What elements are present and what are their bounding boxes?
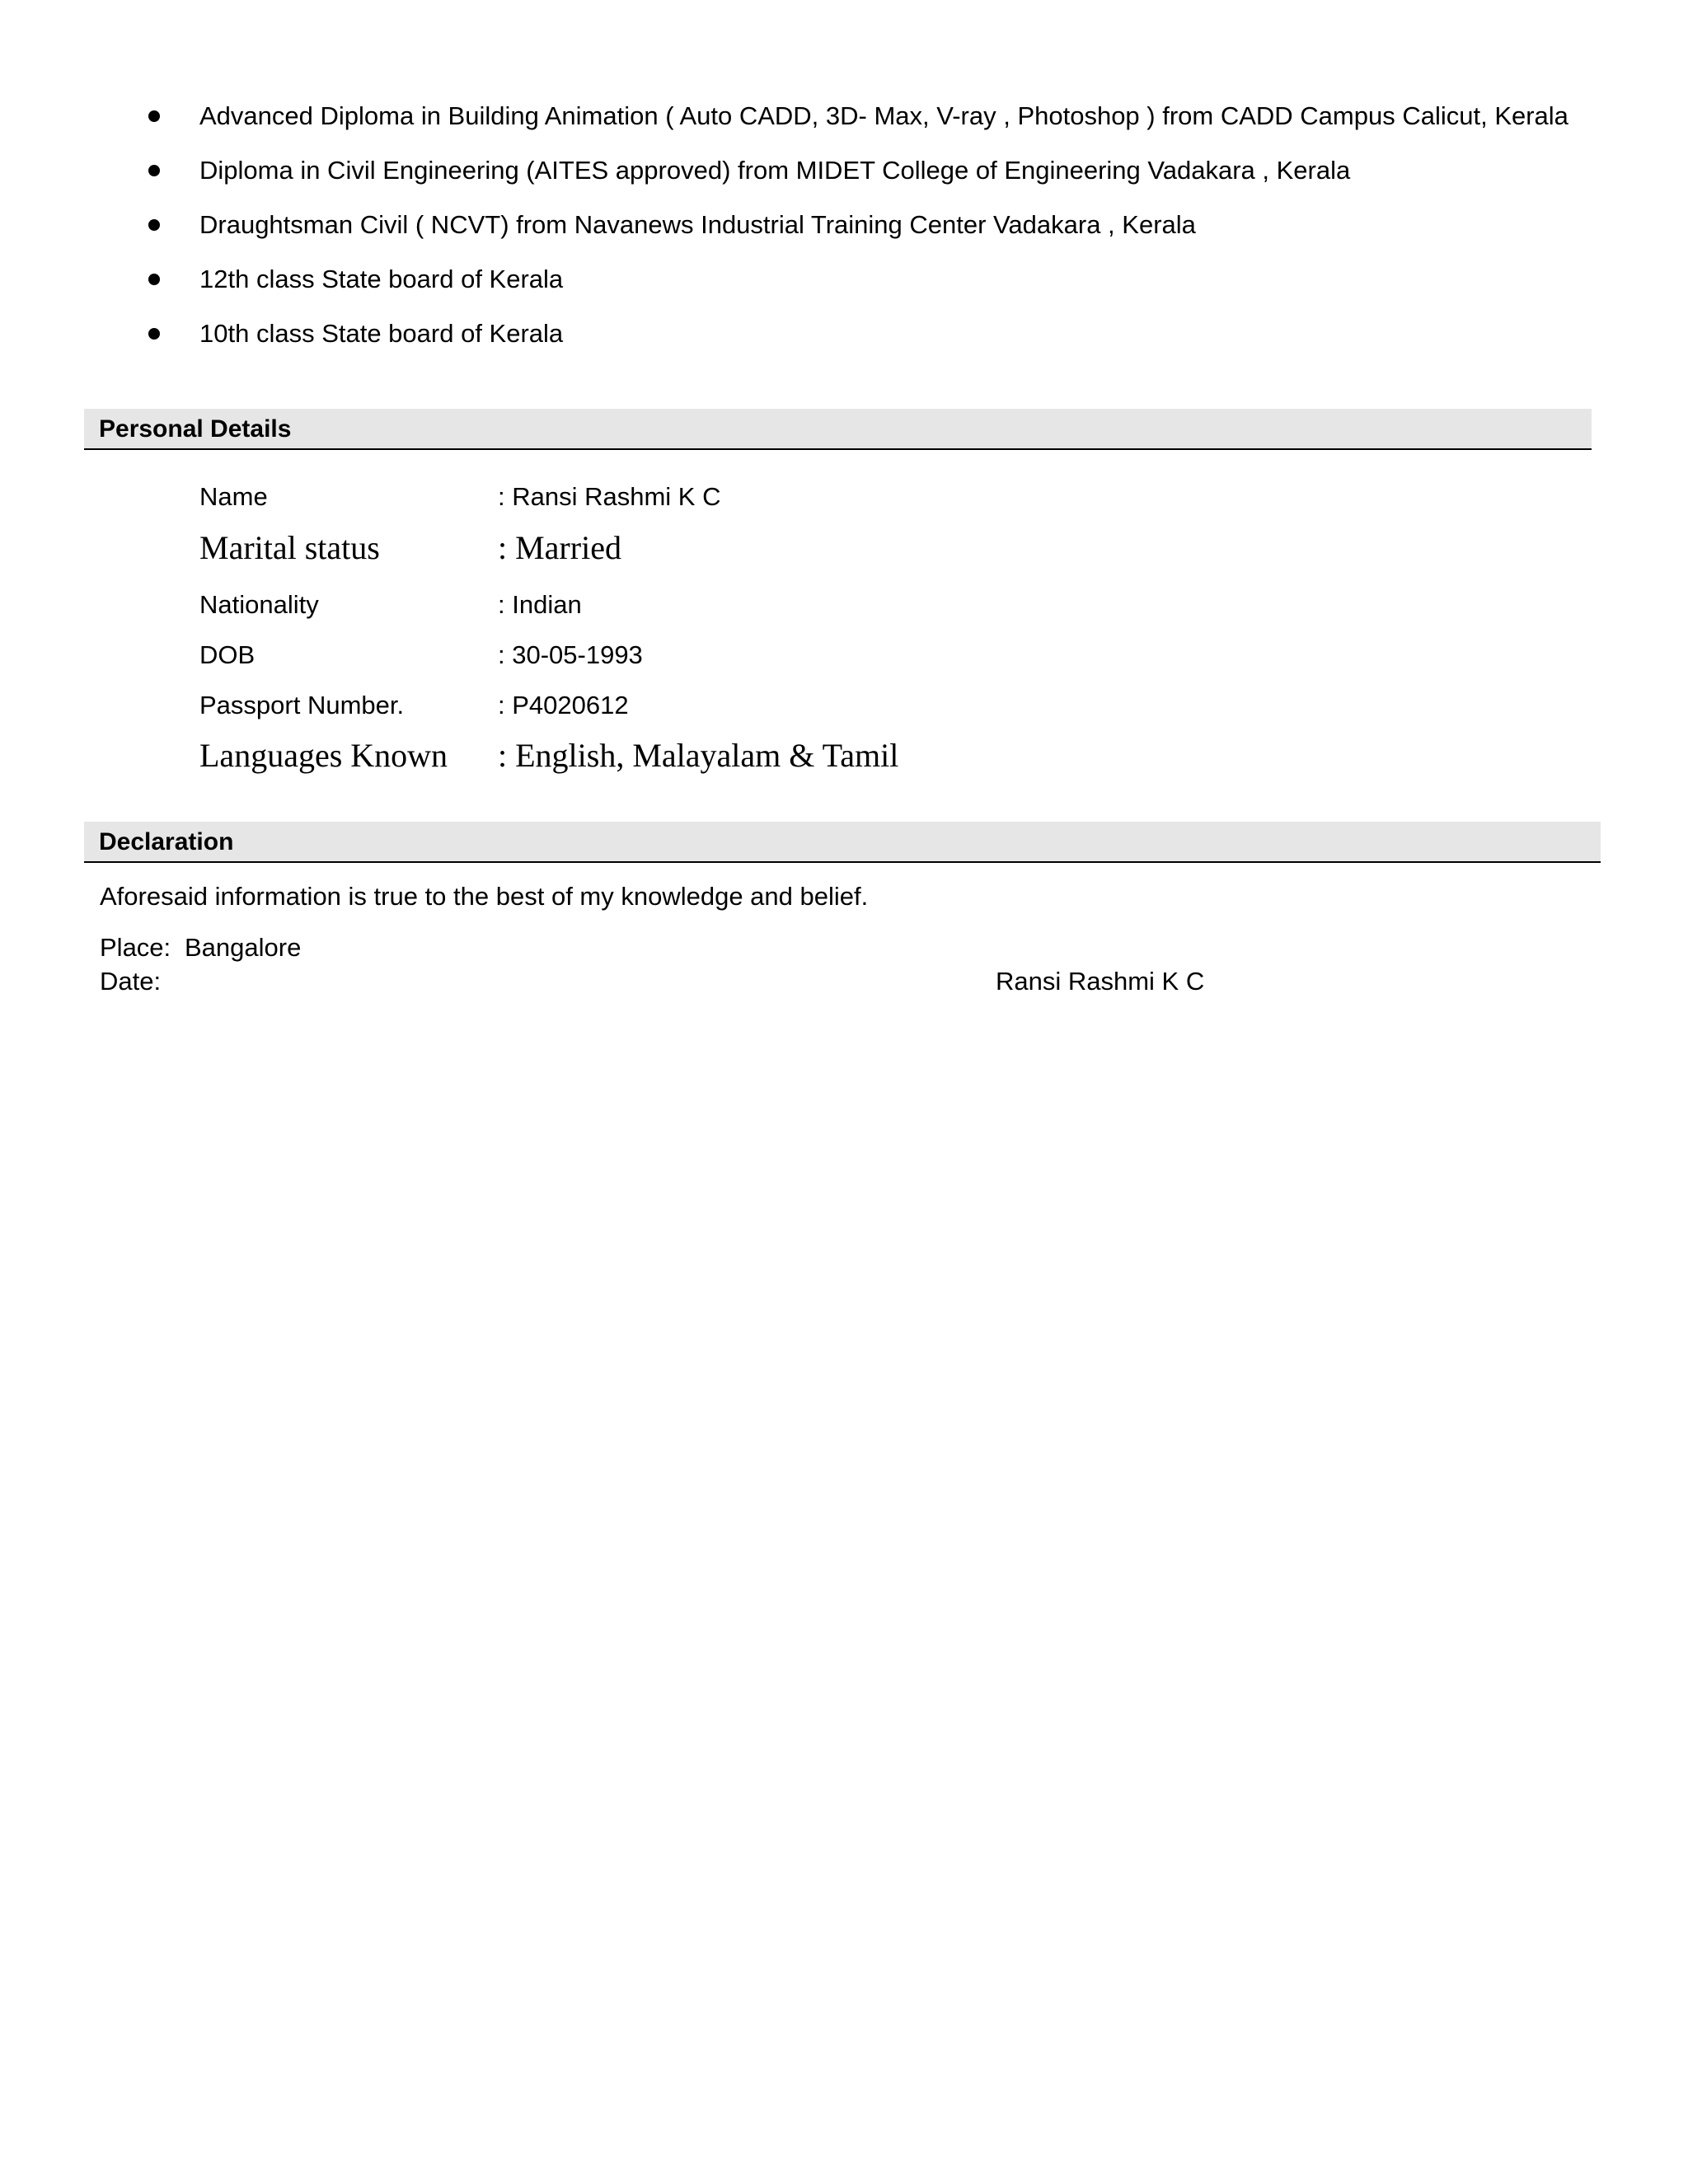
detail-value: : English, Malayalam & Tamil	[498, 737, 899, 774]
bullet-icon	[148, 328, 160, 340]
bullet-icon	[148, 219, 160, 231]
signature-name: Ransi Rashmi K C	[996, 967, 1205, 996]
detail-value: : P4020612	[498, 691, 629, 719]
detail-value: : Indian	[498, 590, 582, 619]
place-value: Bangalore	[185, 933, 302, 962]
qualification-text: Advanced Diploma in Building Animation ( Auto CADD, 3D- Max, V-ray , Photoshop ) from CADD Campus Calicut, Kerala	[199, 101, 1568, 130]
qualification-text: 10th class State board of Kerala	[199, 319, 564, 348]
place-label: Place:	[100, 933, 171, 962]
declaration-header	[84, 822, 1601, 863]
bullet-icon	[148, 110, 160, 122]
detail-label: Name	[199, 482, 268, 511]
section-title: Declaration	[99, 828, 234, 855]
personal-details-header	[84, 409, 1592, 450]
bullet-icon	[148, 165, 160, 176]
declaration-text: Aforesaid information is true to the best of my knowledge and belief.	[100, 882, 869, 911]
qualification-text: 12th class State board of Kerala	[199, 265, 564, 293]
detail-value: : 30-05-1993	[498, 640, 643, 669]
detail-label: Nationality	[199, 590, 319, 619]
detail-label: Marital status	[199, 529, 380, 566]
qualification-text: Diploma in Civil Engineering (AITES approved) from MIDET College of Engineering Vadakara , Kerala	[199, 156, 1351, 185]
detail-label: Languages Known	[199, 737, 448, 774]
date-label: Date:	[100, 967, 162, 996]
detail-label: Passport Number.	[199, 691, 405, 719]
bullet-icon	[148, 274, 160, 285]
detail-label: DOB	[199, 640, 256, 669]
qualification-text: Draughtsman Civil ( NCVT) from Navanews Industrial Training Center Vadakara , Kerala	[199, 210, 1196, 239]
detail-value: : Married	[498, 529, 621, 566]
section-title: Personal Details	[99, 415, 292, 443]
detail-value: : Ransi Rashmi K C	[498, 482, 721, 511]
